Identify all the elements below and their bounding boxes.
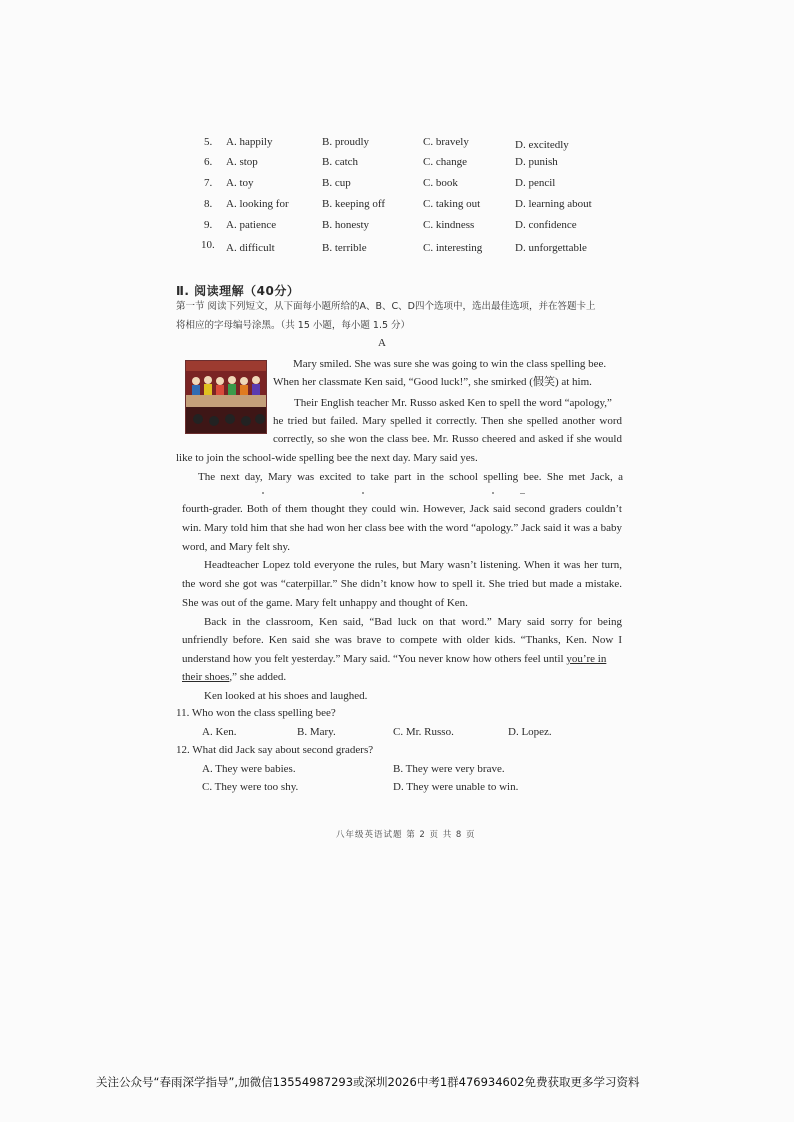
option-a: A. looking for <box>226 198 289 210</box>
passage-line: like to join the school-wide spelling bee the next day. Mary said yes. <box>176 452 478 464</box>
options-row-8 <box>0 198 794 218</box>
option-d: D. unforgettable <box>515 242 587 254</box>
option-b: B. keeping off <box>322 198 386 210</box>
option-c: C. kindness <box>423 219 475 231</box>
passage-line: Mary smiled. She was sure she was going to win the class spelling bee. <box>293 358 607 370</box>
scan-speck <box>520 493 525 494</box>
passage-line <box>182 670 286 684</box>
scan-speck <box>262 492 264 494</box>
scan-speck <box>492 492 494 494</box>
passage-line: When her classmate Ken said, “Good luck!”, she smirked (假笑) at him. <box>273 376 592 388</box>
promo-banner: 关注公众号“春雨深学指导”,加微信13554987293或深圳2026中考1群476934602免费获取更多学习资料 <box>96 1075 640 1089</box>
passage-line: She was out of the game. Mary felt unhappy and thought of Ken. <box>182 597 468 609</box>
passage-line: win. Mary told him that she had won her class bee with the word “apology.” Jack said it was a baby <box>182 522 622 534</box>
question-12-option-b: B. They were very brave. <box>393 763 505 775</box>
passage-line: the word she got was “caterpillar.” She didn’t know how to spell it. She tried but made a mistake. <box>182 578 622 590</box>
question-number: 7. <box>204 177 213 189</box>
option-b: B. proudly <box>322 136 370 148</box>
options-row-5 <box>0 136 794 156</box>
option-d: D. confidence <box>515 219 577 231</box>
option-c: C. change <box>423 156 467 168</box>
options-row-7 <box>0 177 794 197</box>
question-11-stem: 11. Who won the class spelling bee? <box>176 707 336 719</box>
question-number: 6. <box>204 156 213 168</box>
section-title: Ⅱ. 阅读理解（40分） <box>176 284 300 298</box>
option-d: D. learning about <box>515 198 592 210</box>
passage-line: Headteacher Lopez told everyone the rules, but Mary wasn’t listening. When it was her turn, <box>204 559 622 571</box>
option-a: A. patience <box>226 219 277 231</box>
question-11-option-d: D. Lopez. <box>508 726 552 738</box>
passage-text: ,” she added. <box>229 671 287 683</box>
question-12-option-a: A. They were babies. <box>202 763 296 775</box>
option-b: B. honesty <box>322 219 370 231</box>
passage-line: fourth-grader. Both of them thought they could win. However, Jack said second graders couldn’t <box>182 503 622 515</box>
passage-line: Their English teacher Mr. Russo asked Ken to spell the word “apology,” <box>294 397 612 409</box>
option-b: B. terrible <box>322 242 367 254</box>
option-a: A. toy <box>226 177 254 189</box>
passage-text: understand how you felt yesterday.” Mary said. “You never know how others feel until <box>182 653 567 665</box>
option-a: A. difficult <box>226 242 275 254</box>
question-number: 9. <box>204 219 213 231</box>
option-c: C. book <box>423 177 458 189</box>
passage-line: correctly, so she won the class bee. Mr. Russo cheered and asked if she would <box>273 433 622 445</box>
spelling-bee-illustration <box>185 360 267 434</box>
question-12-option-d: D. They were unable to win. <box>393 781 519 793</box>
options-row-6 <box>0 156 794 176</box>
option-a: A. stop <box>226 156 258 168</box>
question-12-option-c: C. They were too shy. <box>202 781 299 793</box>
passage-label: A <box>378 337 386 349</box>
option-c: C. bravely <box>423 136 469 148</box>
passage-line: unfriendly before. Ken said she was brave to compete with older kids. “Thanks, Ken. Now I <box>182 634 622 646</box>
underlined-phrase: you’re in <box>566 653 607 665</box>
stage-picture-icon <box>186 361 266 433</box>
question-number: 8. <box>204 198 213 210</box>
passage-line: word, and Mary felt shy. <box>182 541 291 553</box>
question-number: 5. <box>204 136 213 148</box>
option-c: C. interesting <box>423 242 483 254</box>
underlined-phrase: their shoes <box>182 671 230 683</box>
option-d: D. excitedly <box>515 139 569 151</box>
option-b: B. cup <box>322 177 351 189</box>
passage-line <box>182 652 606 666</box>
option-b: B. catch <box>322 156 359 168</box>
instructions-line-2: 将相应的字母编号涂黑。（共 15 小题，每小题 1.5 分） <box>176 320 411 331</box>
question-11-option-a: A. Ken. <box>202 726 237 738</box>
option-c: C. taking out <box>423 198 481 210</box>
options-row-10 <box>0 239 794 262</box>
question-11-option-c: C. Mr. Russo. <box>393 726 454 738</box>
option-d: D. pencil <box>515 177 556 189</box>
passage-line: Back in the classroom, Ken said, “Bad luck on that word.” Mary said sorry for being <box>204 616 622 628</box>
passage-line: he tried but failed. Mary spelled it correctly. Then she spelled another word <box>273 415 622 427</box>
scan-speck <box>362 492 364 494</box>
question-12-stem: 12. What did Jack say about second graders? <box>176 744 374 756</box>
option-d: D. punish <box>515 156 558 168</box>
instructions-line-1: 第一节 阅读下列短文，从下面每小题所给的A、B、C、D四个选项中，选出最佳选项，并在答题卡上 <box>176 301 596 312</box>
page-footer: 八年级英语试题 第 2 页 共 8 页 <box>336 830 476 840</box>
passage-line: The next day, Mary was excited to take part in the school spelling bee. She met Jack, a <box>198 471 623 483</box>
options-row-9 <box>0 219 794 239</box>
question-number: 10. <box>201 239 215 251</box>
question-11-option-b: B. Mary. <box>297 726 336 738</box>
option-a: A. happily <box>226 136 273 148</box>
passage-line: Ken looked at his shoes and laughed. <box>204 690 368 702</box>
